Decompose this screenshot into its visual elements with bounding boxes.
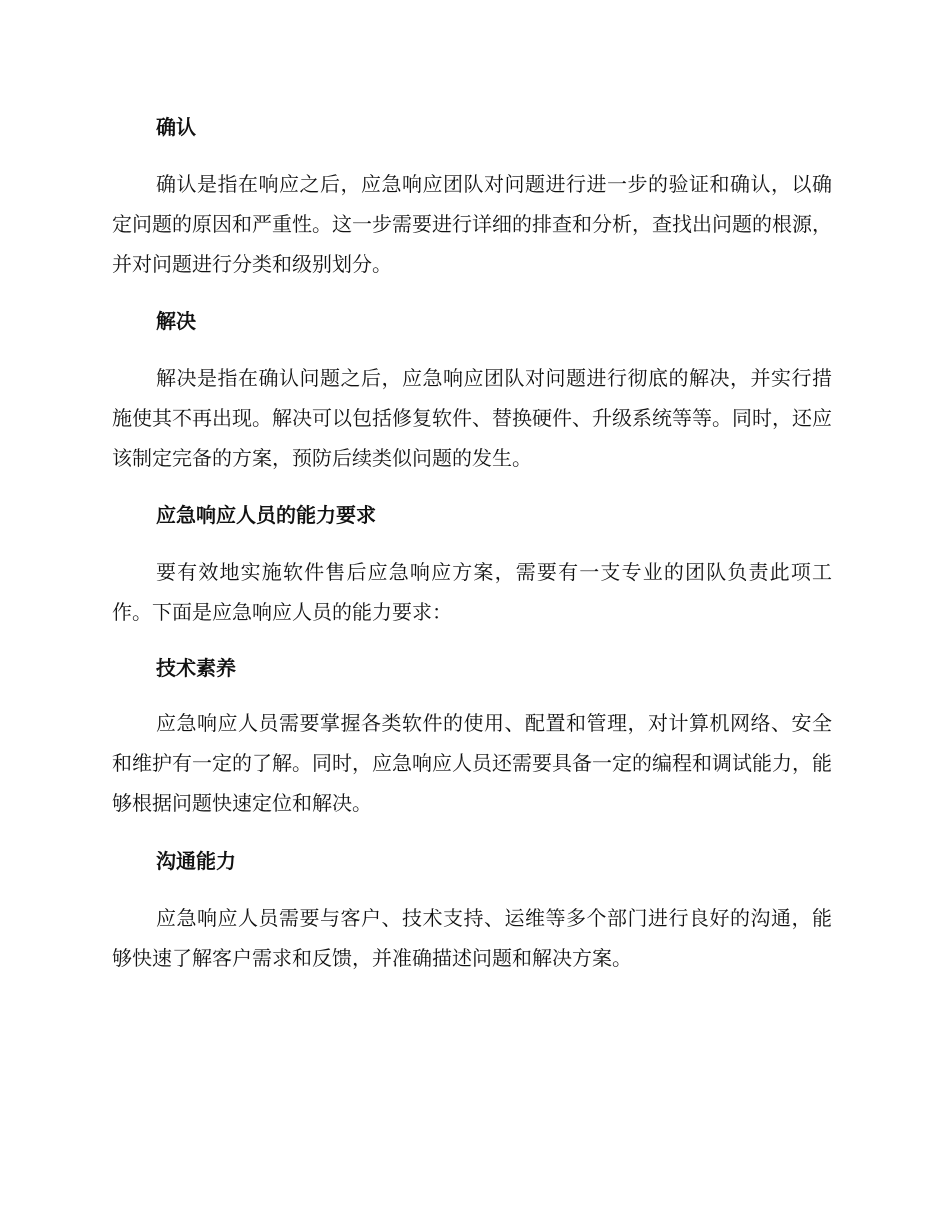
- section-heading-competency: 应急响应人员的能力要求: [156, 503, 376, 527]
- section-paragraph-technical: 应急响应人员需要掌握各类软件的使用、配置和管理，对计算机网络、安全和维护有一定的了解。同时，应急响应人员还需要具备一定的编程和调试能力，能够根据问题快速定位和解决。: [112, 711, 832, 815]
- section-heading-communication: 沟通能力: [156, 849, 236, 873]
- section-heading-technical: 技术素养: [156, 656, 236, 680]
- section-paragraph-confirm: 确认是指在响应之后，应急响应团队对问题进行进一步的验证和确认，以确定问题的原因和严重性。这一步需要进行详细的排查和分析，查找出问题的根源，并对问题进行分类和级别划分。: [112, 172, 832, 276]
- section-paragraph-communication: 应急响应人员需要与客户、技术支持、运维等多个部门进行良好的沟通，能够快速了解客户需求和反馈，并准确描述问题和解决方案。: [112, 906, 832, 970]
- section-heading-confirm: 确认: [156, 115, 196, 139]
- section-heading-resolve: 解决: [156, 309, 196, 333]
- section-paragraph-resolve: 解决是指在确认问题之后，应急响应团队对问题进行彻底的解决，并实行措施使其不再出现。解决可以包括修复软件、替换硬件、升级系统等等。同时，还应该制定完备的方案，预防后续类似问题的发生。: [112, 366, 832, 470]
- section-paragraph-competency: 要有效地实施软件售后应急响应方案，需要有一支专业的团队负责此项工作。下面是应急响应人员的能力要求：: [112, 560, 832, 624]
